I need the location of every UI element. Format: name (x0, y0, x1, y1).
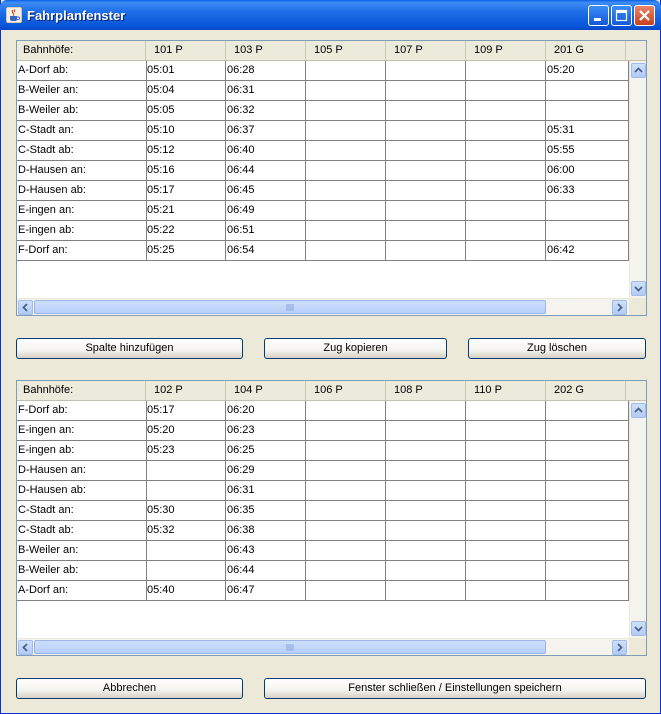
time-cell[interactable]: 06:00 (546, 161, 629, 181)
grip-icon (286, 644, 294, 652)
time-cell[interactable] (306, 141, 386, 161)
station-cell[interactable]: E-ingen an: (17, 421, 147, 441)
column-header-train[interactable]: 108 P (386, 381, 466, 400)
table-header (17, 381, 646, 401)
time-cell[interactable]: 06:44 (226, 561, 306, 581)
title-bar[interactable] (0, 0, 661, 30)
time-cell[interactable] (386, 61, 466, 81)
time-cell[interactable] (306, 501, 386, 521)
scroll-right-button[interactable] (612, 640, 627, 655)
close-save-button[interactable]: Fenster schließen / Einstellungen speichern (264, 678, 646, 699)
time-cell[interactable] (306, 121, 386, 141)
time-cell[interactable] (146, 481, 226, 501)
scroll-left-button[interactable] (18, 300, 33, 315)
station-cell[interactable]: B-Weiler an: (17, 81, 147, 101)
time-cell[interactable] (466, 81, 546, 101)
time-cell[interactable] (546, 221, 629, 241)
time-cell[interactable] (386, 561, 466, 581)
column-header-stations[interactable]: Bahnhöfe: (17, 41, 146, 60)
table-row (17, 521, 629, 541)
time-cell[interactable] (386, 101, 466, 121)
time-cell[interactable] (306, 61, 386, 81)
horizontal-scrollbar[interactable] (17, 298, 629, 315)
scroll-down-button[interactable] (631, 281, 646, 296)
time-cell[interactable] (146, 561, 226, 581)
time-cell[interactable]: 06:38 (226, 521, 306, 541)
time-cell[interactable]: 05:10 (146, 121, 226, 141)
time-cell[interactable]: 06:47 (226, 581, 306, 601)
time-cell[interactable]: 06:32 (226, 101, 306, 121)
station-cell[interactable]: C-Stadt an: (17, 121, 147, 141)
time-cell[interactable] (546, 501, 629, 521)
station-cell[interactable]: C-Stadt ab: (17, 521, 147, 541)
table-row (17, 461, 629, 481)
time-cell[interactable]: 05:32 (146, 521, 226, 541)
time-cell[interactable] (466, 441, 546, 461)
scroll-thumb[interactable] (34, 300, 546, 314)
time-cell[interactable] (386, 421, 466, 441)
time-cell[interactable]: 05:12 (146, 141, 226, 161)
time-cell[interactable] (466, 581, 546, 601)
time-cell[interactable] (306, 401, 386, 421)
time-cell[interactable]: 06:42 (546, 241, 629, 261)
time-cell[interactable] (546, 101, 629, 121)
station-cell[interactable]: E-ingen ab: (17, 441, 147, 461)
time-cell[interactable] (306, 201, 386, 221)
column-header-train[interactable]: 106 P (306, 381, 386, 400)
table-row (17, 161, 629, 181)
time-cell[interactable] (306, 241, 386, 261)
time-cell[interactable]: 05:40 (146, 581, 226, 601)
chevron-left-icon (19, 641, 32, 654)
time-cell[interactable]: 05:30 (146, 501, 226, 521)
table-row (17, 201, 629, 221)
time-cell[interactable]: 05:17 (146, 401, 226, 421)
chevron-down-icon (632, 282, 645, 295)
time-cell[interactable] (386, 81, 466, 101)
horizontal-scrollbar[interactable] (17, 638, 629, 655)
time-cell[interactable]: 05:05 (146, 101, 226, 121)
time-cell[interactable]: 05:17 (146, 181, 226, 201)
time-cell[interactable] (546, 81, 629, 101)
chevron-left-icon (19, 301, 32, 314)
scroll-up-button[interactable] (631, 63, 646, 78)
station-cell[interactable]: C-Stadt an: (17, 501, 147, 521)
time-cell[interactable]: 05:04 (146, 81, 226, 101)
time-cell[interactable]: 06:45 (226, 181, 306, 201)
table-row (17, 421, 629, 441)
scroll-thumb[interactable] (34, 640, 546, 654)
time-cell[interactable] (546, 541, 629, 561)
time-cell[interactable] (466, 201, 546, 221)
station-cell[interactable]: E-ingen an: (17, 201, 147, 221)
time-cell[interactable] (466, 521, 546, 541)
time-cell[interactable]: 06:43 (226, 541, 306, 561)
time-cell[interactable]: 05:21 (146, 201, 226, 221)
time-cell[interactable]: 06:33 (546, 181, 629, 201)
time-cell[interactable] (466, 221, 546, 241)
time-cell[interactable] (306, 101, 386, 121)
time-cell[interactable] (386, 461, 466, 481)
copy-train-button[interactable]: Zug kopieren (264, 338, 447, 359)
timetable-return (16, 380, 647, 656)
column-header-train[interactable]: 101 P (146, 41, 226, 60)
time-cell[interactable] (546, 561, 629, 581)
time-cell[interactable]: 06:54 (226, 241, 306, 261)
time-cell[interactable] (466, 141, 546, 161)
time-cell[interactable] (466, 121, 546, 141)
time-cell[interactable] (466, 161, 546, 181)
time-cell[interactable] (466, 401, 546, 421)
time-cell[interactable]: 06:40 (226, 141, 306, 161)
station-cell[interactable]: B-Weiler an: (17, 541, 147, 561)
column-header-train[interactable]: 105 P (306, 41, 386, 60)
time-cell[interactable] (386, 401, 466, 421)
time-cell[interactable]: 06:35 (226, 501, 306, 521)
java-cup-icon (6, 7, 22, 23)
time-cell[interactable] (306, 161, 386, 181)
time-cell[interactable] (386, 541, 466, 561)
time-cell[interactable]: 05:23 (146, 441, 226, 461)
time-cell[interactable] (466, 481, 546, 501)
time-cell[interactable] (466, 421, 546, 441)
time-cell[interactable]: 06:49 (226, 201, 306, 221)
time-cell[interactable] (146, 541, 226, 561)
vertical-scrollbar[interactable] (629, 401, 646, 638)
time-cell[interactable] (386, 241, 466, 261)
chevron-up-icon (632, 404, 645, 417)
time-cell[interactable] (546, 521, 629, 541)
scroll-right-button[interactable] (612, 300, 627, 315)
scroll-left-button[interactable] (18, 640, 33, 655)
table-row (17, 61, 629, 81)
table-row (17, 241, 629, 261)
delete-train-button[interactable]: Zug löschen (468, 338, 646, 359)
table-row (17, 141, 629, 161)
time-cell[interactable] (306, 181, 386, 201)
scroll-up-button[interactable] (631, 403, 646, 418)
time-cell[interactable] (546, 401, 629, 421)
table-row (17, 581, 629, 601)
time-cell[interactable] (386, 141, 466, 161)
time-cell[interactable]: 06:37 (226, 121, 306, 141)
time-cell[interactable]: 06:51 (226, 221, 306, 241)
station-cell[interactable]: D-Hausen an: (17, 461, 147, 481)
station-cell[interactable]: E-ingen ab: (17, 221, 147, 241)
time-cell[interactable] (466, 561, 546, 581)
station-cell[interactable]: D-Hausen ab: (17, 181, 147, 201)
column-header-train[interactable]: 110 P (466, 381, 546, 400)
column-header-train[interactable]: 103 P (226, 41, 306, 60)
grip-icon (286, 304, 294, 312)
time-cell[interactable]: 05:31 (546, 121, 629, 141)
station-cell[interactable]: A-Dorf an: (17, 581, 147, 601)
time-cell[interactable]: 05:20 (146, 421, 226, 441)
time-cell[interactable] (466, 241, 546, 261)
window-title: Fahrplanfenster (27, 8, 126, 23)
time-cell[interactable] (466, 541, 546, 561)
scroll-corner (629, 638, 646, 655)
table-row (17, 481, 629, 501)
table-row (17, 441, 629, 461)
time-cell[interactable] (306, 481, 386, 501)
time-cell[interactable] (386, 501, 466, 521)
time-cell[interactable] (386, 221, 466, 241)
station-cell[interactable]: D-Hausen an: (17, 161, 147, 181)
chevron-down-icon (632, 622, 645, 635)
time-cell[interactable]: 06:20 (226, 401, 306, 421)
scroll-corner (629, 298, 646, 315)
time-cell[interactable] (546, 201, 629, 221)
time-cell[interactable] (306, 221, 386, 241)
time-cell[interactable] (466, 501, 546, 521)
column-header-stations[interactable]: Bahnhöfe: (17, 381, 146, 400)
time-cell[interactable] (386, 121, 466, 141)
time-cell[interactable] (386, 201, 466, 221)
time-cell[interactable] (306, 81, 386, 101)
time-cell[interactable]: 05:22 (146, 221, 226, 241)
time-cell[interactable] (546, 421, 629, 441)
station-cell[interactable]: F-Dorf an: (17, 241, 147, 261)
close-button[interactable] (634, 5, 655, 26)
column-header-train[interactable]: 201 G (546, 41, 626, 60)
minimize-icon (589, 6, 608, 25)
time-cell[interactable] (386, 441, 466, 461)
column-header-train[interactable]: 109 P (466, 41, 546, 60)
maximize-button[interactable] (611, 5, 632, 26)
table-row (17, 561, 629, 581)
close-icon (635, 6, 654, 25)
time-cell[interactable] (386, 521, 466, 541)
time-cell[interactable] (466, 101, 546, 121)
column-header-train[interactable]: 202 G (546, 381, 626, 400)
time-cell[interactable] (306, 541, 386, 561)
time-cell[interactable] (546, 581, 629, 601)
timetable-outbound (16, 40, 647, 316)
time-cell[interactable] (386, 481, 466, 501)
time-cell[interactable]: 06:31 (226, 81, 306, 101)
table-row (17, 221, 629, 241)
time-cell[interactable] (466, 61, 546, 81)
column-header-train[interactable]: 107 P (386, 41, 466, 60)
time-cell[interactable] (466, 461, 546, 481)
time-cell[interactable] (306, 581, 386, 601)
time-cell[interactable] (386, 581, 466, 601)
station-cell[interactable]: A-Dorf ab: (17, 61, 147, 81)
time-cell[interactable] (546, 481, 629, 501)
station-cell[interactable]: C-Stadt ab: (17, 141, 147, 161)
time-cell[interactable] (146, 461, 226, 481)
time-cell[interactable] (306, 441, 386, 461)
time-cell[interactable] (546, 461, 629, 481)
time-cell[interactable] (306, 521, 386, 541)
time-cell[interactable]: 06:23 (226, 421, 306, 441)
minimize-button[interactable] (588, 5, 609, 26)
time-cell[interactable] (306, 421, 386, 441)
station-cell[interactable]: F-Dorf ab: (17, 401, 147, 421)
vertical-scrollbar[interactable] (629, 61, 646, 298)
table-header (17, 41, 646, 61)
add-column-button[interactable]: Spalte hinzufügen (16, 338, 243, 359)
time-cell[interactable]: 05:55 (546, 141, 629, 161)
time-cell[interactable]: 05:25 (146, 241, 226, 261)
time-cell[interactable]: 05:20 (546, 61, 629, 81)
table-row (17, 401, 629, 421)
scroll-down-button[interactable] (631, 621, 646, 636)
time-cell[interactable] (386, 161, 466, 181)
column-header-train[interactable]: 102 P (146, 381, 226, 400)
chevron-right-icon (613, 301, 626, 314)
time-cell[interactable] (466, 181, 546, 201)
time-cell[interactable]: 06:25 (226, 441, 306, 461)
time-cell[interactable] (386, 181, 466, 201)
station-cell[interactable]: B-Weiler ab: (17, 101, 147, 121)
chevron-right-icon (613, 641, 626, 654)
table-row (17, 181, 629, 201)
station-cell[interactable]: B-Weiler ab: (17, 561, 147, 581)
table-row (17, 541, 629, 561)
table-row (17, 501, 629, 521)
table-row (17, 101, 629, 121)
time-cell[interactable] (306, 561, 386, 581)
table-row (17, 121, 629, 141)
maximize-icon (612, 6, 631, 25)
time-cell[interactable]: 06:29 (226, 461, 306, 481)
cancel-button[interactable]: Abbrechen (16, 678, 243, 699)
time-cell[interactable] (546, 441, 629, 461)
station-cell[interactable]: D-Hausen ab: (17, 481, 147, 501)
time-cell[interactable]: 06:31 (226, 481, 306, 501)
time-cell[interactable]: 06:28 (226, 61, 306, 81)
time-cell[interactable]: 05:16 (146, 161, 226, 181)
chevron-up-icon (632, 64, 645, 77)
time-cell[interactable]: 06:44 (226, 161, 306, 181)
time-cell[interactable] (306, 461, 386, 481)
table-row (17, 81, 629, 101)
column-header-train[interactable]: 104 P (226, 381, 306, 400)
time-cell[interactable]: 05:01 (146, 61, 226, 81)
